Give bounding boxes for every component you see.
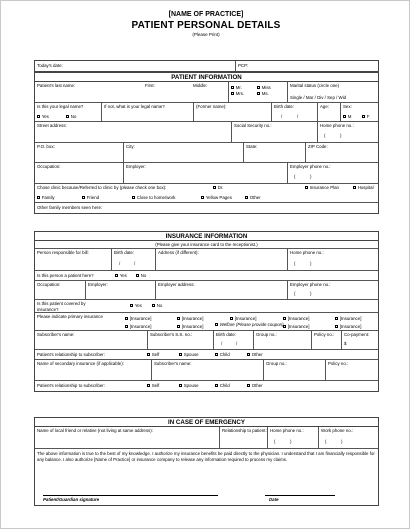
state-field[interactable]: State:: [246, 144, 258, 149]
welfare-checkbox[interactable]: Welfare (Please provide coupon): [215, 322, 285, 328]
home-phone-paren-close: ): [340, 133, 342, 138]
legal-name-no-checkbox[interactable]: No: [66, 114, 76, 120]
referral-other-checkbox[interactable]: Other: [245, 195, 261, 201]
emergency-work-phone-field[interactable]: Work phone no.:: [321, 428, 354, 433]
middle-name-field[interactable]: Middle:: [193, 83, 208, 88]
emergency-home-paren-close: ): [290, 439, 292, 444]
street-address-field[interactable]: Street address:: [37, 123, 67, 128]
birth-date-field[interactable]: Birth date:: [274, 104, 295, 109]
covered-by-insurance-question: Is this patient covered by insurance?: [37, 301, 86, 312]
responsible-employer-address-field[interactable]: Employer address:: [158, 282, 195, 287]
legal-name-question: Is this your legal name?: [37, 104, 84, 109]
is-patient-question: Is this person a patient here?: [37, 273, 94, 278]
responsible-employer-field[interactable]: Employer:: [88, 282, 108, 287]
employer-field[interactable]: Employer:: [126, 164, 146, 169]
signature-line[interactable]: [43, 495, 218, 496]
secondary-relationship-label: Patient's relationship to subscriber:: [37, 383, 105, 388]
referral-friend-checkbox[interactable]: Friend: [82, 195, 99, 201]
referral-insurance-plan-checkbox[interactable]: Insurance Plan: [305, 185, 339, 191]
emergency-relationship-field[interactable]: Relationship to patient:: [222, 428, 267, 433]
po-box-field[interactable]: P.O. box:: [37, 144, 55, 149]
page-title: PATIENT PERSONAL DETAILS: [131, 20, 281, 31]
primary-insurance-question: Please indicate primary insurance: [37, 314, 103, 319]
group-no-field[interactable]: Group no.:: [256, 332, 277, 337]
emergency-home-paren-open: (: [274, 439, 276, 444]
title-ms-checkbox[interactable]: Ms.: [257, 91, 269, 97]
primary-insurance-2-checkbox[interactable]: [Insurance]: [177, 316, 203, 322]
emergency-home-phone-field[interactable]: Home phone no.:: [270, 428, 304, 433]
legal-name-yes-checkbox[interactable]: Yes: [37, 114, 49, 120]
responsible-birth-slash-1: /: [119, 261, 121, 266]
policy-no-field[interactable]: Policy no.:: [314, 332, 335, 337]
referral-yellow-pages-checkbox[interactable]: Yellow Pages: [201, 195, 232, 201]
emergency-work-paren-close: ): [341, 439, 343, 444]
todays-date-field[interactable]: Today's date:: [37, 63, 63, 68]
age-field[interactable]: Age:: [320, 104, 330, 109]
secondary-policy-no-field[interactable]: Policy no.:: [328, 361, 349, 366]
relationship-other-checkbox[interactable]: Other: [247, 352, 263, 358]
marital-status-options[interactable]: Single / Mar / Div / Sep / Wid: [290, 95, 347, 100]
responsible-employer-paren-open: (: [294, 291, 296, 296]
please-print-note: (Please Print): [192, 32, 220, 37]
secondary-group-no-field[interactable]: Group no.:: [266, 361, 287, 366]
responsible-phone-paren-open: (: [294, 261, 296, 266]
relationship-self-checkbox[interactable]: Self: [147, 352, 159, 358]
insurance-information-section: [34, 231, 379, 392]
insurance-information-heading: INSURANCE INFORMATION: [35, 232, 378, 241]
copayment-dollar: $: [344, 341, 347, 346]
primary-insurance-9-checkbox[interactable]: [Insurance]: [335, 324, 361, 330]
subscriber-name-field[interactable]: Subscriber's name:: [37, 332, 75, 337]
todays-date-table: [34, 60, 379, 72]
primary-insurance-4-checkbox[interactable]: [Insurance]: [283, 316, 309, 322]
last-name-field[interactable]: Patient's last name:: [37, 83, 76, 88]
secondary-relationship-spouse-checkbox[interactable]: Spouse: [179, 383, 199, 389]
primary-insurance-1-checkbox[interactable]: [Insurance]: [125, 316, 151, 322]
is-patient-no-checkbox[interactable]: No: [136, 273, 146, 279]
secondary-relationship-other-checkbox[interactable]: Other: [247, 383, 263, 389]
responsible-birth-date-field[interactable]: Birth date:: [114, 250, 135, 255]
primary-insurance-7-checkbox[interactable]: [Insurance]: [177, 324, 203, 330]
relationship-spouse-checkbox[interactable]: Spouse: [179, 352, 199, 358]
occupation-field[interactable]: Occupation:: [37, 164, 61, 169]
responsible-phone-paren-close: ): [310, 261, 312, 266]
primary-insurance-3-checkbox[interactable]: [Insurance]: [230, 316, 256, 322]
emergency-section: [34, 417, 379, 506]
referral-close-to-home-checkbox[interactable]: Close to home/work: [132, 195, 176, 201]
home-phone-paren-open: (: [324, 133, 326, 138]
sex-m-checkbox[interactable]: M: [343, 114, 351, 120]
covered-no-checkbox[interactable]: No: [152, 303, 162, 309]
first-name-field[interactable]: First:: [145, 83, 155, 88]
responsible-occupation-field[interactable]: Occupation:: [37, 282, 61, 287]
date-line[interactable]: [265, 495, 335, 496]
secondary-relationship-self-checkbox[interactable]: Self: [147, 383, 159, 389]
referral-family-checkbox[interactable]: Family: [37, 195, 55, 201]
patient-information-heading: PATIENT INFORMATION: [35, 73, 378, 82]
secondary-relationship-child-checkbox[interactable]: Child: [215, 383, 230, 389]
city-field[interactable]: City:: [126, 144, 135, 149]
practice-name: [NAME OF PRACTICE]: [168, 11, 244, 18]
sex-label: Sex:: [343, 104, 352, 109]
subscriber-birth-date-field[interactable]: Birth date:: [216, 332, 237, 337]
authorization-statement: The above information is true to the best of my knowledge. I authorize my insurance benefits be paid directly to the physician. I understand that I am financially responsible for any balance. I also authorize [Name of Practice] or insurance company to release any information required to process my claims.: [37, 451, 375, 462]
chose-clinic-label: Chose clinic because/Referred to clinic by (please check one box):: [37, 185, 167, 190]
pcp-field[interactable]: PCP:: [238, 63, 249, 68]
former-name-field[interactable]: (Former name):: [196, 104, 227, 109]
insurance-card-note: (Please give your insurance card to the receptionist.): [35, 241, 378, 249]
is-patient-yes-checkbox[interactable]: Yes: [115, 273, 127, 279]
legal-name-if-not-field[interactable]: If not, what is your legal name?: [104, 104, 165, 109]
birth-date-slash-1: /: [281, 114, 283, 119]
title-miss-checkbox[interactable]: Miss: [257, 85, 271, 91]
signature-label: Patient/Guardian signature: [43, 497, 100, 502]
other-family-members-field[interactable]: Other family members seen here:: [37, 205, 103, 210]
responsible-employer-paren-close: ): [310, 291, 312, 296]
copayment-field[interactable]: Co-payment:: [344, 332, 370, 337]
subscriber-ssn-field[interactable]: Subscriber's S.S. no.:: [150, 332, 193, 337]
date-label: Date: [269, 497, 279, 502]
referral-hospital-checkbox[interactable]: Hospital: [353, 185, 374, 191]
employer-phone-paren-close: ): [310, 174, 312, 179]
local-friend-field[interactable]: Name of local friend or relative (not living at same address):: [37, 428, 153, 433]
primary-insurance-8-checkbox[interactable]: [Insurance]: [283, 324, 309, 330]
referral-dr-checkbox[interactable]: Dr.: [213, 185, 223, 191]
sex-f-checkbox[interactable]: F: [362, 114, 369, 120]
home-phone-field[interactable]: Home phone no.:: [320, 123, 354, 128]
patient-information-section: [34, 72, 379, 214]
birth-date-slash-2: /: [297, 114, 299, 119]
title-mr-checkbox[interactable]: Mr.: [231, 85, 242, 91]
primary-insurance-6-checkbox[interactable]: [Insurance]: [125, 324, 151, 330]
emergency-heading: IN CASE OF EMERGENCY: [35, 418, 378, 427]
relationship-child-checkbox[interactable]: Child: [215, 352, 230, 358]
secondary-subscriber-name-field[interactable]: Subscriber's name:: [154, 361, 192, 366]
employer-phone-field[interactable]: Employer phone no.:: [290, 164, 331, 169]
marital-status-label: Marital status (circle one): [290, 83, 340, 88]
responsible-employer-phone-field[interactable]: Employer phone no.:: [290, 282, 331, 287]
relationship-to-subscriber-label: Patient's relationship to subscriber:: [37, 352, 105, 357]
primary-insurance-5-checkbox[interactable]: [Insurance]: [335, 316, 361, 322]
responsible-birth-slash-2: /: [134, 261, 136, 266]
subscriber-birth-slash-2: /: [236, 341, 238, 346]
title-mrs-checkbox[interactable]: Mrs.: [231, 91, 244, 97]
zip-code-field[interactable]: ZIP Code:: [308, 144, 328, 149]
ssn-field[interactable]: Social Security no.:: [234, 123, 272, 128]
employer-phone-paren-open: (: [294, 174, 296, 179]
responsible-person-field[interactable]: Person responsible for bill:: [37, 250, 89, 255]
covered-yes-checkbox[interactable]: Yes: [130, 303, 142, 309]
responsible-address-field[interactable]: Address (if different):: [158, 250, 199, 255]
responsible-home-phone-field[interactable]: Home phone no.:: [290, 250, 324, 255]
subscriber-birth-slash-1: /: [221, 341, 223, 346]
emergency-work-paren-open: (: [325, 439, 327, 444]
secondary-insurance-field[interactable]: Name of secondary insurance (if applicable):: [37, 361, 124, 366]
